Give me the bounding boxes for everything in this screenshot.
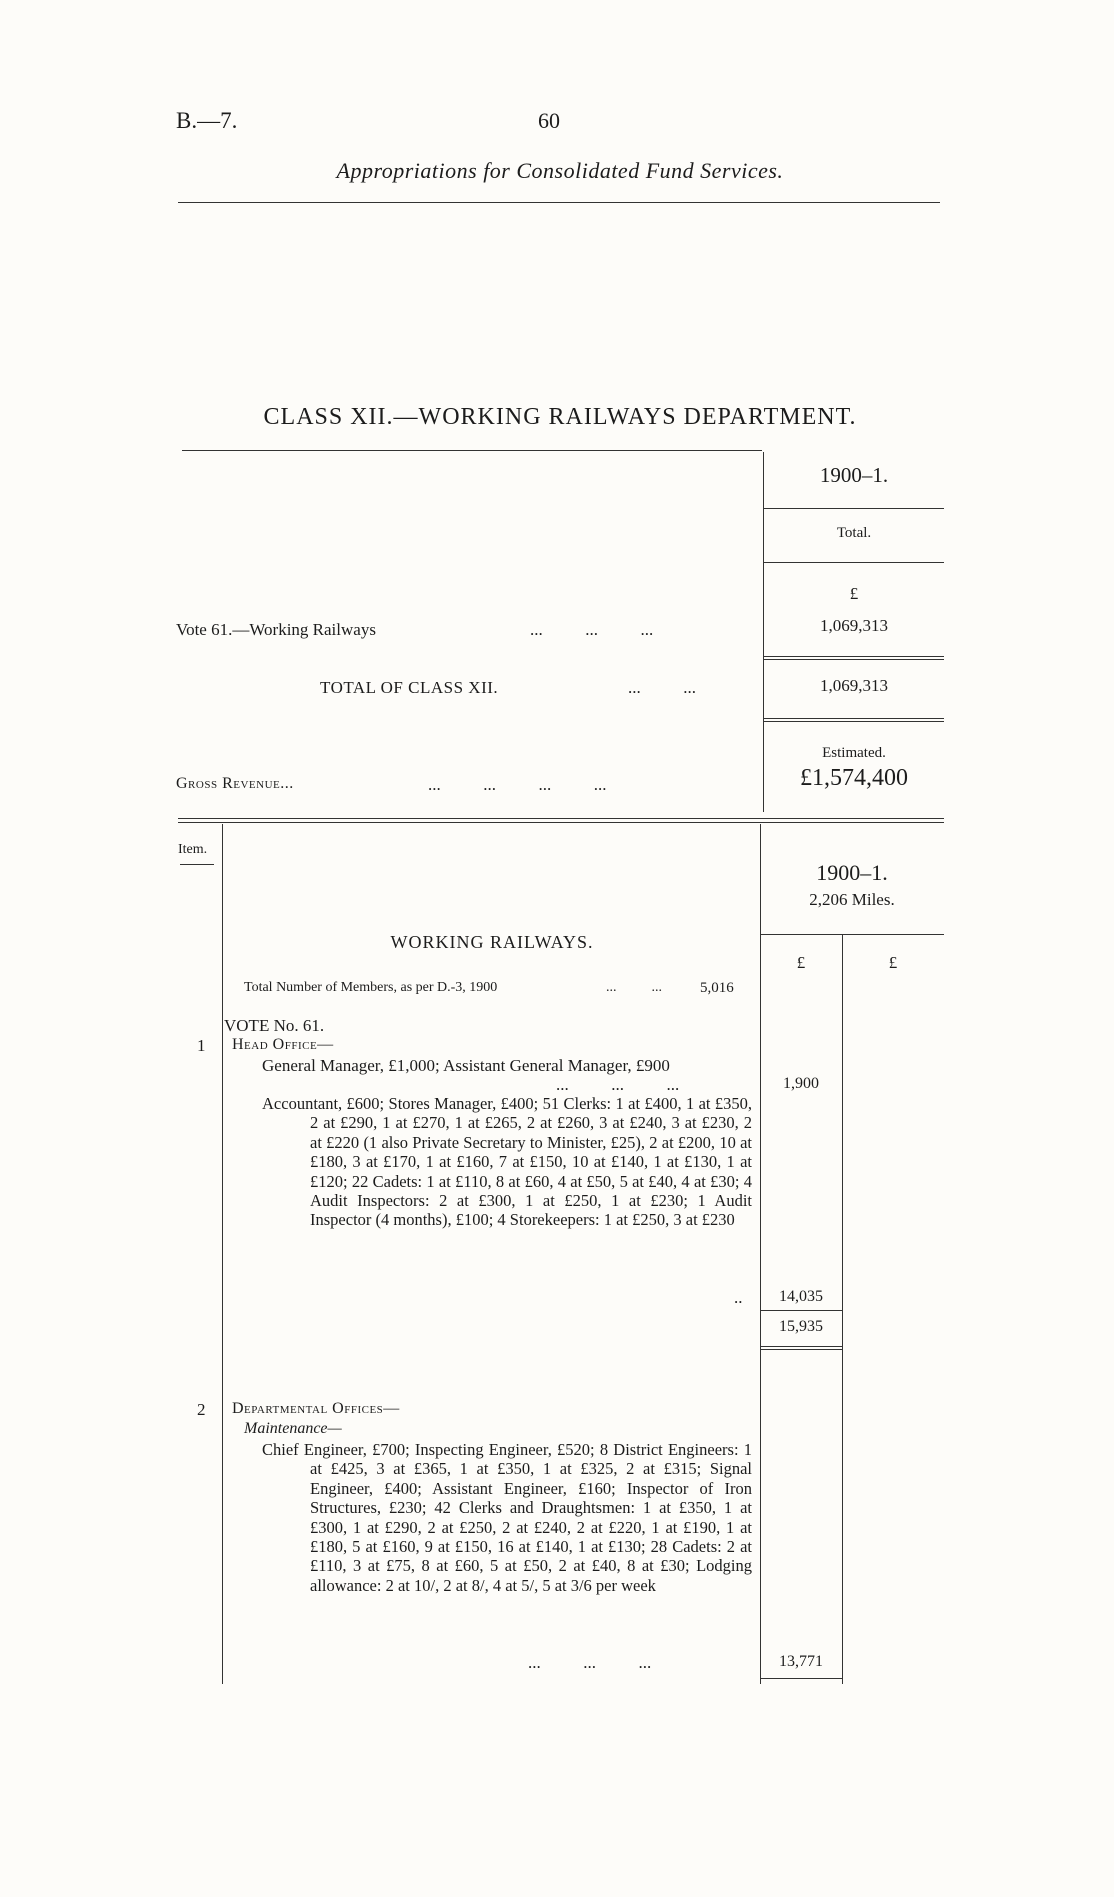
item-1-subtotal: 15,935 <box>779 1318 823 1335</box>
summary-total-label-rule <box>763 562 944 563</box>
summary-total-label: Total. <box>836 525 872 541</box>
item-2-heading: Departmental Offices— <box>232 1400 400 1417</box>
item-2-subheading: Maintenance— <box>244 1420 342 1437</box>
item-1-paragraph-2-dots: .. <box>734 1288 743 1307</box>
vote-61-amount: 1,069,313 <box>820 616 888 635</box>
item-1-paragraph-1: General Manager, £1,000; Assistant General Manager, £900 <box>262 1056 670 1075</box>
currency-column-1: £ <box>796 953 806 972</box>
item-1-number: 1 <box>197 1036 206 1055</box>
item-header-rule <box>180 864 214 865</box>
summary-bottom-rule-2 <box>178 822 944 823</box>
item-2-number: 2 <box>197 1400 206 1419</box>
vote-number: VOTE No. 61. <box>224 1016 325 1035</box>
item-column-divider <box>222 824 223 1684</box>
second-amount-column-divider <box>842 935 843 1684</box>
members-line: Total Number of Members, as per D.-3, 1900 <box>244 980 498 995</box>
item-2-amount-rule <box>760 1678 842 1679</box>
item-2-amount: 13,771 <box>779 1653 823 1670</box>
vote-61-dots: ... ... ... <box>530 620 654 639</box>
item-1-subtotal-rule-3 <box>760 1349 842 1350</box>
page-number: 60 <box>538 108 560 133</box>
section-title: WORKING RAILWAYS. <box>390 932 594 952</box>
gross-revenue-amount: £1,574,400 <box>800 765 908 791</box>
details-year: 1900–1. <box>816 860 888 885</box>
currency-column-2: £ <box>888 953 898 972</box>
gross-revenue-dots: ... ... ... ... <box>428 775 607 794</box>
item-1-subtotal-rule-2 <box>760 1346 842 1347</box>
members-count: 5,016 <box>700 980 734 996</box>
vote-61-rule-2 <box>763 659 944 660</box>
item-1-heading: Head Office— <box>232 1036 334 1053</box>
details-miles: 2,206 Miles. <box>809 890 895 909</box>
members-dots: ... ... <box>606 980 662 995</box>
vote-61-label: Vote 61.—Working Railways <box>176 620 376 639</box>
summary-bottom-rule <box>178 818 944 819</box>
estimated-label: Estimated. <box>822 745 886 761</box>
page-title: Appropriations for Consolidated Fund Services. <box>336 158 784 183</box>
item-1-amount-2: 14,035 <box>779 1288 823 1305</box>
item-column-header: Item. <box>178 842 208 857</box>
gross-revenue-label: Gross Revenue... <box>176 775 294 792</box>
total-class-rule-2 <box>763 721 944 722</box>
total-class-label: TOTAL OF CLASS XII. <box>320 678 499 697</box>
item-1-paragraph-1-dots: ... ... ... <box>556 1075 680 1094</box>
summary-currency: £ <box>849 584 859 603</box>
item-1-amount-1: 1,900 <box>783 1075 819 1092</box>
item-1-paragraph-2: Accountant, £600; Stores Manager, £400; 51 Clerks: 1 at £400, 1 at £350, 2 at £290, 1 at £270, 1 at £265, 2 at £260, 3 at £240, 3 at £230, 2 at £220 (1 also Private Secretary to Minister, £25), 2 at £200, 10 at £180, 3 at £170, 1 at £160, 7 at £150, 10 at £140, 1 at £130, 1 at £120; 22 Cadets: 1 at £110, 8 at £60, 4 at £50, 5 at £40, 4 at £30; 4 Audit Inspectors: 2 at £300, 1 at £250, 1 at £230; 1 Audit Inspector (4 months), £100; 4 Storekeepers: 1 at £250, 3 at £230 <box>262 1094 752 1230</box>
class-heading-rule <box>182 450 762 451</box>
summary-year-rule <box>763 508 944 509</box>
total-class-rule <box>763 718 944 719</box>
header-rule <box>178 202 940 203</box>
item-2-paragraph-dots: ... ... ... <box>528 1653 652 1672</box>
total-class-amount: 1,069,313 <box>820 676 888 695</box>
class-heading: CLASS XII.—WORKING RAILWAYS DEPARTMENT. <box>263 404 857 430</box>
total-class-dots: ... ... <box>628 678 696 697</box>
details-year-rule <box>760 934 944 935</box>
item-2-paragraph: Chief Engineer, £700; Inspecting Engineer, £520; 8 District Engineers: 1 at £425, 3 at £365, 1 at £350, 1 at £325, 2 at £315; Signal Engineer, £400; Assistant Engineer, £160; Inspector of Iron Structures, £230; 42 Clerks and Draughtsmen: 1 at £350, 1 at £300, 1 at £290, 2 at £250, 2 at £240, 2 at £220, 1 at £190, 1 at £180, 5 at £160, 9 at £150, 16 at £140, 1 at £130; 28 Cadets: 2 at £110, 3 at £75, 8 at £60, 5 at £50, 2 at £40, 8 at £30; Lodging allowance: 2 at 10/, 2 at 8/, 4 at 5/, 5 at 3/6 per week <box>262 1440 752 1595</box>
vote-61-rule <box>763 656 944 657</box>
summary-year: 1900–1. <box>819 463 889 487</box>
item-1-subtotal-rule <box>760 1310 842 1311</box>
page-reference: B.—7. <box>176 108 238 133</box>
